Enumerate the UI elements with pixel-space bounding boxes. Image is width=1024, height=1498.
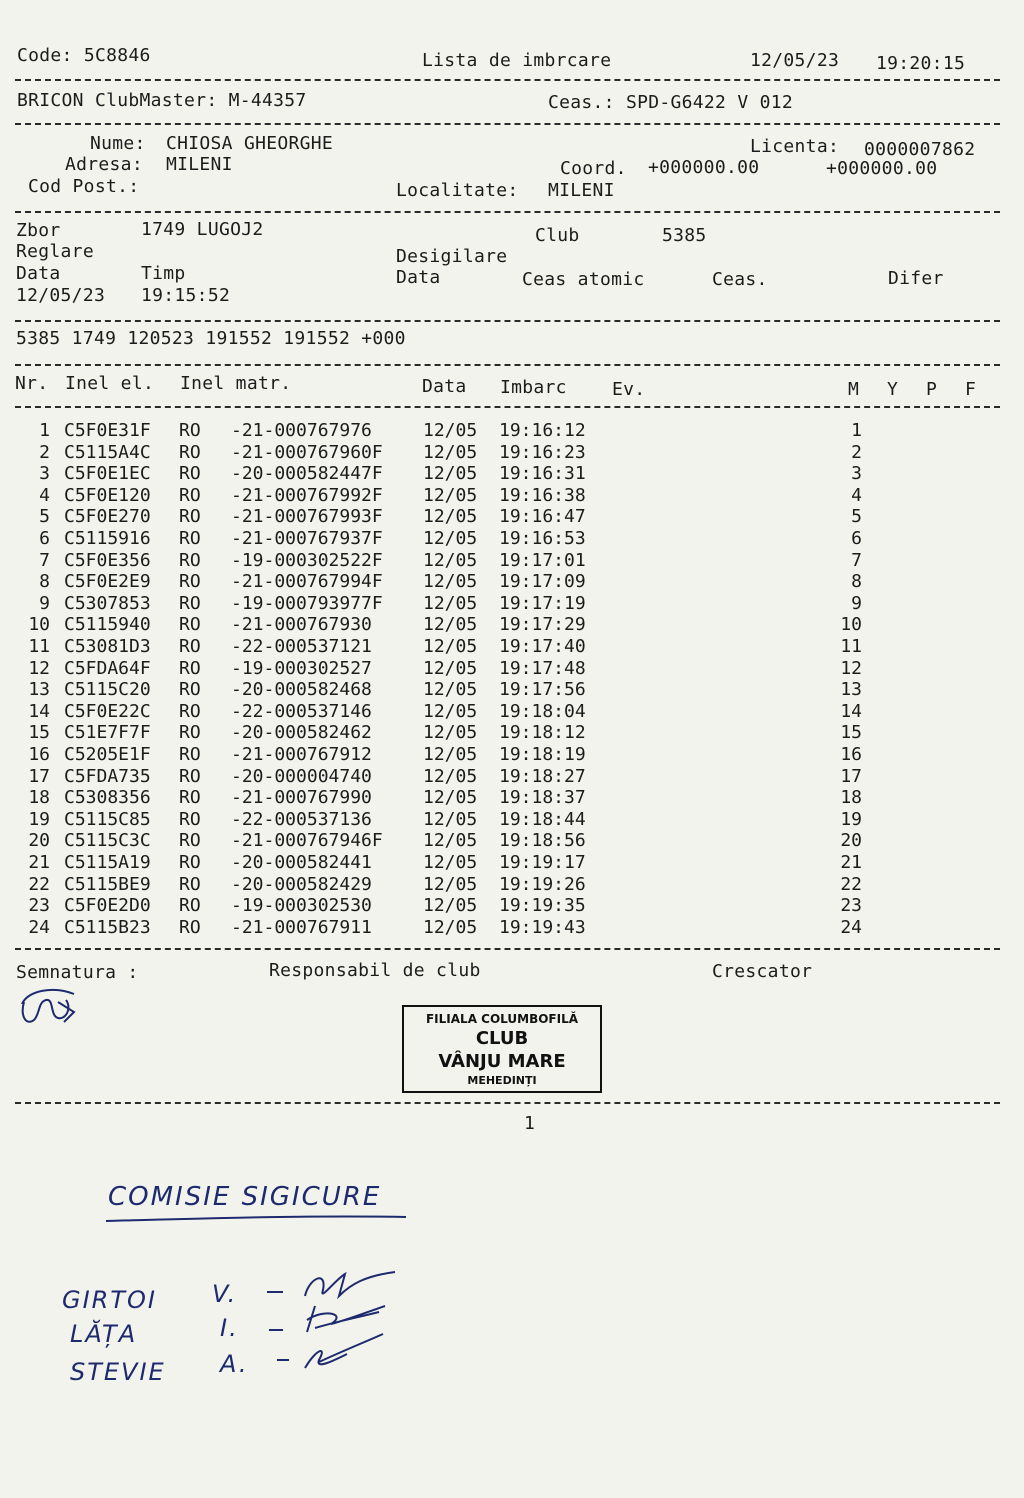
cell-nr: 3 [39, 463, 50, 485]
col-ev: Ev. [612, 379, 646, 400]
club-responsible-label: Responsabil de club [269, 960, 481, 981]
cell-nr: 8 [39, 571, 50, 593]
cell-inel-matr: -20-000582441 [231, 852, 372, 873]
table-row [0, 787, 1024, 809]
cell-nr: 10 [28, 614, 50, 636]
cell-data: 12/05 [423, 571, 478, 593]
cell-m: 9 [851, 592, 862, 614]
cell-country: RO [179, 722, 201, 744]
cell-country: RO [179, 852, 201, 873]
cell-inel-el: C5F0E270 [64, 506, 151, 528]
cell-country: RO [179, 657, 201, 679]
stamp-line-3: VÂNJU MARE [438, 1051, 566, 1072]
cell-imbarc: 19:17:01 [499, 549, 586, 571]
col-data: Data [422, 376, 467, 397]
cell-m: 6 [851, 528, 862, 549]
cell-imbarc: 19:18:37 [499, 787, 586, 809]
cell-country: RO [179, 679, 201, 701]
cell-inel-matr: -21-000767992F [231, 484, 383, 506]
clock-label: Ceas. [712, 269, 768, 290]
col-nr: Nr. [15, 373, 49, 394]
cell-data: 12/05 [423, 441, 478, 463]
cell-nr: 22 [28, 873, 50, 895]
table-row [0, 917, 1024, 939]
coord-label: Coord. [560, 158, 627, 179]
cell-imbarc: 19:18:12 [499, 722, 586, 744]
table-row [0, 679, 1024, 701]
member-2-initial: I. [220, 1314, 239, 1342]
cell-nr: 23 [28, 895, 50, 917]
stamp-line-2: CLUB [475, 1028, 529, 1049]
cell-data: 12/05 [423, 484, 478, 506]
table-row [0, 614, 1024, 636]
table-row [0, 830, 1024, 852]
locality-label: Localitate: [396, 180, 519, 201]
cell-m: 11 [840, 636, 862, 657]
flight-label: Zbor [16, 220, 61, 241]
cell-nr: 1 [39, 420, 50, 441]
cell-country: RO [179, 830, 201, 852]
cell-inel-el: C5F0E22C [64, 700, 151, 722]
cell-inel-matr: -21-000767930 [231, 614, 372, 636]
cell-inel-matr: -19-000793977F [231, 592, 383, 614]
cell-imbarc: 19:19:26 [499, 873, 586, 895]
cell-country: RO [179, 765, 201, 787]
divider [15, 123, 1000, 125]
cell-inel-el: C5307853 [64, 592, 151, 614]
commission-signatures [255, 1250, 415, 1380]
signature-label: Semnatura : [16, 962, 139, 983]
reglare-date: 12/05/23 [16, 285, 106, 306]
cell-country: RO [179, 787, 201, 809]
cell-m: 18 [840, 787, 862, 809]
cell-data: 12/05 [423, 614, 478, 636]
cell-inel-matr: -21-000767946F [231, 830, 383, 852]
cell-m: 3 [851, 463, 862, 485]
table-row [0, 528, 1024, 550]
cell-nr: 6 [39, 528, 50, 549]
cell-imbarc: 19:17:48 [499, 657, 586, 679]
table-row [0, 442, 1024, 464]
member-3-initial: A. [220, 1350, 249, 1378]
table-row [0, 744, 1024, 766]
locality: MILENI [548, 180, 615, 201]
cell-nr: 15 [28, 722, 50, 744]
cell-country: RO [179, 700, 201, 722]
cell-inel-el: C5115916 [64, 528, 151, 549]
cell-m: 23 [840, 895, 862, 917]
col-f: F [965, 379, 977, 400]
cell-data: 12/05 [423, 808, 478, 830]
print-date: 12/05/23 [750, 50, 840, 71]
table-row [0, 571, 1024, 593]
divider [15, 320, 1000, 322]
cell-inel-matr: -20-000582429 [231, 873, 372, 895]
cell-nr: 5 [39, 506, 50, 528]
cell-country: RO [179, 549, 201, 571]
cell-inel-matr: -20-000582462 [231, 722, 372, 744]
divider [15, 948, 1000, 950]
table-row [0, 420, 1024, 442]
col-y: Y [887, 379, 899, 400]
table-row [0, 550, 1024, 572]
cell-country: RO [179, 441, 201, 463]
address-label: Adresa: [65, 154, 143, 175]
cell-inel-el: C5FDA64F [64, 657, 151, 679]
cell-data: 12/05 [423, 830, 478, 852]
cell-nr: 17 [28, 765, 50, 787]
page-number: 1 [524, 1113, 536, 1134]
desigilare-date-label: Data [396, 267, 441, 288]
cell-m: 5 [851, 506, 862, 528]
cell-data: 12/05 [423, 787, 478, 809]
reglare-time-label: Timp [141, 263, 186, 284]
cell-inel-el: C5F0E31F [64, 420, 151, 441]
cell-inel-matr: -21-000767976 [231, 420, 372, 441]
cell-country: RO [179, 808, 201, 830]
cell-inel-matr: -21-000767993F [231, 506, 383, 528]
cell-inel-matr: -22-000537146 [231, 700, 372, 722]
cell-imbarc: 19:18:27 [499, 765, 586, 787]
cell-inel-matr: -21-000767911 [231, 916, 372, 938]
cell-inel-matr: -21-000767912 [231, 744, 372, 765]
cell-data: 12/05 [423, 549, 478, 571]
cell-m: 10 [840, 614, 862, 636]
member-3-name: STEVIE [70, 1358, 166, 1386]
col-imbarc: Imbarc [500, 377, 567, 398]
cell-nr: 18 [28, 787, 50, 809]
cell-data: 12/05 [423, 463, 478, 485]
cell-inel-el: C5115B23 [64, 916, 151, 938]
cell-data: 12/05 [423, 895, 478, 917]
cell-inel-el: C51E7F7F [64, 722, 151, 744]
postcode-label: Cod Post.: [28, 176, 140, 197]
cell-m: 22 [840, 873, 862, 895]
cell-imbarc: 19:18:04 [499, 700, 586, 722]
cell-nr: 7 [39, 549, 50, 571]
cell-inel-el: C5115A4C [64, 441, 151, 463]
cell-imbarc: 19:18:56 [499, 830, 586, 852]
cell-nr: 14 [28, 700, 50, 722]
cell-nr: 2 [39, 441, 50, 463]
cell-inel-matr: -21-000767937F [231, 528, 383, 549]
cell-inel-el: C5115C85 [64, 808, 151, 830]
cell-nr: 13 [28, 679, 50, 701]
divider [15, 1102, 1000, 1104]
cell-nr: 16 [28, 744, 50, 765]
cell-inel-matr: -21-000767994F [231, 571, 383, 593]
table-row [0, 874, 1024, 896]
table-row [0, 463, 1024, 485]
table-row [0, 701, 1024, 723]
heading-underline [104, 1212, 410, 1226]
cell-inel-el: C5F0E1EC [64, 463, 151, 485]
cell-inel-matr: -22-000537121 [231, 636, 372, 657]
cell-inel-matr: -20-000582447F [231, 463, 383, 485]
cell-imbarc: 19:19:43 [499, 916, 586, 938]
cell-imbarc: 19:17:40 [499, 636, 586, 657]
cell-m: 1 [851, 420, 862, 441]
cell-data: 12/05 [423, 420, 478, 441]
signature-scribble [14, 982, 104, 1030]
cell-inel-el: C5FDA735 [64, 765, 151, 787]
cell-data: 12/05 [423, 528, 478, 549]
divider [15, 79, 1000, 81]
table-row [0, 766, 1024, 788]
cell-m: 13 [840, 679, 862, 701]
cell-country: RO [179, 614, 201, 636]
cell-inel-matr: -22-000537136 [231, 808, 372, 830]
cell-inel-el: C5115A19 [64, 852, 151, 873]
cell-data: 12/05 [423, 722, 478, 744]
divider [15, 364, 1000, 366]
cell-imbarc: 19:17:19 [499, 592, 586, 614]
cell-m: 7 [851, 549, 862, 571]
table-row [0, 593, 1024, 615]
cell-imbarc: 19:16:38 [499, 484, 586, 506]
licence-label: Licenta: [750, 136, 840, 157]
cell-nr: 9 [39, 592, 50, 614]
cell-country: RO [179, 571, 201, 593]
cell-inel-el: C5F0E356 [64, 549, 151, 571]
cell-data: 12/05 [423, 852, 478, 873]
cell-imbarc: 19:19:17 [499, 852, 586, 873]
cell-m: 24 [840, 916, 862, 938]
table-row [0, 658, 1024, 680]
cell-imbarc: 19:18:44 [499, 808, 586, 830]
cell-country: RO [179, 744, 201, 765]
cell-m: 16 [840, 744, 862, 765]
cell-imbarc: 19:16:47 [499, 506, 586, 528]
cell-country: RO [179, 916, 201, 938]
cell-imbarc: 19:16:12 [499, 420, 586, 441]
col-p: P [926, 379, 938, 400]
cell-data: 12/05 [423, 592, 478, 614]
cell-country: RO [179, 484, 201, 506]
print-time: 19:20:15 [876, 53, 966, 74]
cell-inel-matr: -19-000302522F [231, 549, 383, 571]
cell-m: 21 [840, 852, 862, 873]
cell-inel-matr: -21-000767990 [231, 787, 372, 809]
cell-country: RO [179, 420, 201, 441]
table-row [0, 895, 1024, 917]
list-code: Code: 5C8846 [17, 45, 151, 66]
cell-m: 15 [840, 722, 862, 744]
cell-imbarc: 19:16:31 [499, 463, 586, 485]
cell-inel-matr: -19-000302527 [231, 657, 372, 679]
device-id: BRICON ClubMaster: M-44357 [17, 90, 307, 111]
cell-country: RO [179, 873, 201, 895]
cell-inel-matr: -20-000004740 [231, 765, 372, 787]
stamp-line-1: FILIALA COLUMBOFILĂ [425, 1012, 579, 1026]
cell-inel-el: C5115BE9 [64, 873, 151, 895]
cell-nr: 4 [39, 484, 50, 506]
cell-imbarc: 19:16:23 [499, 441, 586, 463]
desigilare-label: Desigilare [396, 246, 508, 267]
cell-m: 19 [840, 808, 862, 830]
name-label: Nume: [90, 133, 146, 154]
owner-name: CHIOSA GHEORGHE [166, 133, 334, 154]
licence-number: 0000007862 [864, 139, 976, 160]
cell-m: 8 [851, 571, 862, 593]
col-inel-el: Inel el. [65, 373, 155, 394]
cell-data: 12/05 [423, 744, 478, 765]
reglare-date-label: Data [16, 263, 61, 284]
cell-country: RO [179, 895, 201, 917]
cell-nr: 24 [28, 916, 50, 938]
cell-m: 2 [851, 441, 862, 463]
cell-m: 17 [840, 765, 862, 787]
stamp-line-4: MEHEDINȚI [467, 1074, 537, 1087]
member-1-name: GIRTOI [62, 1286, 157, 1314]
cell-imbarc: 19:18:19 [499, 744, 586, 765]
table-row [0, 809, 1024, 831]
cell-data: 12/05 [423, 636, 478, 657]
cell-data: 12/05 [423, 506, 478, 528]
cell-country: RO [179, 528, 201, 549]
cell-m: 12 [840, 657, 862, 679]
atomic-clock-label: Ceas atomic [522, 269, 645, 290]
table-row [0, 636, 1024, 658]
reglare-label: Reglare [16, 241, 94, 262]
cell-nr: 21 [28, 852, 50, 873]
cell-imbarc: 19:19:35 [499, 895, 586, 917]
coord-lon: +000000.00 [826, 158, 938, 179]
document-title: Lista de imbrcare [422, 50, 612, 71]
col-m: M [848, 379, 860, 400]
breeder-label: Crescator [712, 961, 813, 982]
divider [15, 406, 1000, 408]
commission-heading: COMISIE SIGICURE [108, 1182, 382, 1212]
cell-inel-el: C5115940 [64, 614, 151, 636]
cell-inel-matr: -19-000302530 [231, 895, 372, 917]
cell-inel-el: C5F0E2E9 [64, 571, 151, 593]
coord-lat: +000000.00 [648, 157, 760, 178]
divider [15, 211, 1000, 213]
difference-label: Difer [888, 268, 944, 289]
cell-country: RO [179, 636, 201, 657]
reglare-time: 19:15:52 [141, 285, 231, 306]
member-1-initial: V. [212, 1280, 238, 1308]
cell-country: RO [179, 463, 201, 485]
owner-address: MILENI [166, 154, 233, 175]
cell-m: 14 [840, 700, 862, 722]
cell-imbarc: 19:17:29 [499, 614, 586, 636]
cell-imbarc: 19:17:56 [499, 679, 586, 701]
cell-m: 4 [851, 484, 862, 506]
cell-nr: 12 [28, 657, 50, 679]
cell-imbarc: 19:17:09 [499, 571, 586, 593]
cell-inel-el: C5F0E120 [64, 484, 151, 506]
cell-inel-el: C5F0E2D0 [64, 895, 151, 917]
table-row [0, 506, 1024, 528]
cell-nr: 11 [28, 636, 50, 657]
cell-data: 12/05 [423, 765, 478, 787]
cell-country: RO [179, 506, 201, 528]
flight-race: 1749 LUGOJ2 [141, 219, 264, 240]
table-row [0, 485, 1024, 507]
cell-data: 12/05 [423, 916, 478, 938]
cell-inel-matr: -21-000767960F [231, 441, 383, 463]
cell-country: RO [179, 592, 201, 614]
cell-inel-el: C5115C3C [64, 830, 151, 852]
table-row [0, 852, 1024, 874]
club-stamp [402, 1005, 602, 1093]
col-inel-matr: Inel matr. [180, 373, 292, 394]
table-row [0, 722, 1024, 744]
member-2-name: LĂȚA [70, 1320, 138, 1348]
cell-data: 12/05 [423, 679, 478, 701]
clock-id: Ceas.: SPD-G6422 V 012 [548, 92, 794, 113]
cell-m: 20 [840, 830, 862, 852]
club-label: Club [535, 225, 580, 246]
cell-inel-el: C5308356 [64, 787, 151, 809]
cell-inel-el: C5115C20 [64, 679, 151, 701]
cell-nr: 20 [28, 830, 50, 852]
cell-imbarc: 19:16:53 [499, 528, 586, 549]
club-number: 5385 [662, 225, 707, 246]
cell-nr: 19 [28, 808, 50, 830]
cell-inel-el: C53081D3 [64, 636, 151, 657]
cell-inel-matr: -20-000582468 [231, 679, 372, 701]
cell-data: 12/05 [423, 873, 478, 895]
flight-summary-line: 5385 1749 120523 191552 191552 +000 [16, 328, 406, 349]
cell-inel-el: C5205E1F [64, 744, 151, 765]
cell-data: 12/05 [423, 657, 478, 679]
cell-data: 12/05 [423, 700, 478, 722]
